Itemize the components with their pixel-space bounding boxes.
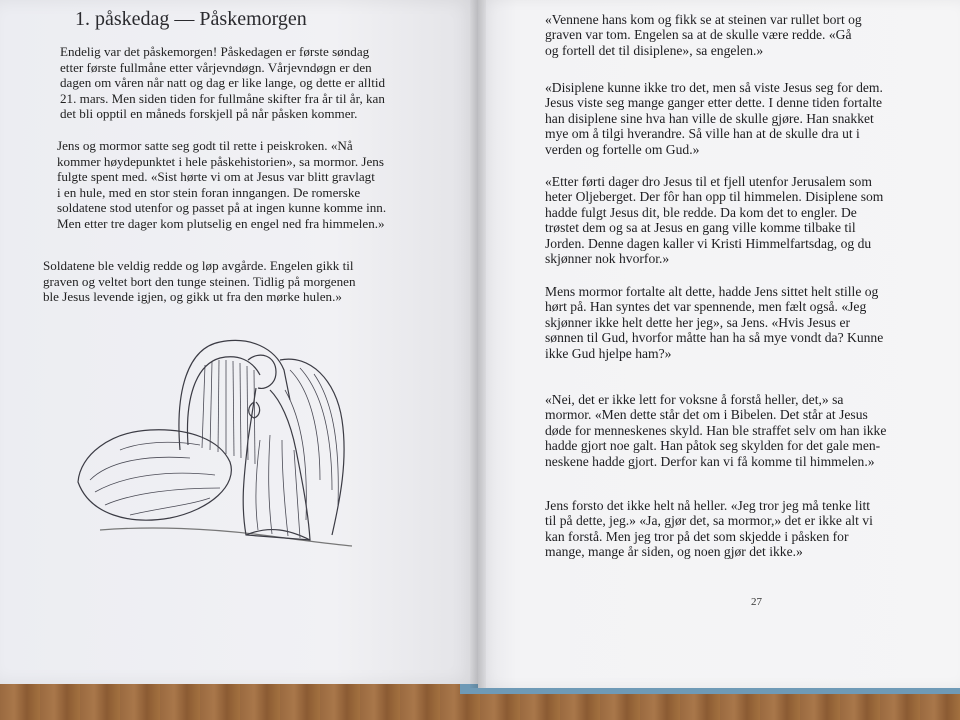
text-line: verden og fortelle om Gud.»: [545, 141, 700, 157]
right-paragraph-1: [545, 12, 862, 58]
right-paragraph-6: [545, 498, 873, 560]
left-page: [0, 0, 478, 684]
text-line: kan forstå. Men jeg tror på det som skjedde i påsken for: [545, 528, 849, 544]
text-line: hørt på. Han syntes det var spennende, men fælt også. «Jeg: [545, 299, 867, 315]
text-line: skjønner ikke helt dette her jeg», sa Jens. «Hvis Jesus er: [545, 314, 851, 330]
text-line: «Nei, det er ikke lett for voksne å forstå heller, det,» sa: [545, 392, 844, 407]
text-line: Jesus viste seg mange ganger etter dette. I denne tiden fortalte: [545, 95, 883, 111]
text-line: ikke Gud hjelpe ham?»: [545, 345, 672, 361]
text-line: «Etter førti dager dro Jesus til et fjell utenfor Jerusalem som: [545, 174, 872, 189]
text-line: han disiplene sine hva han ville de skulle gjøre. Han snakket: [545, 110, 874, 126]
text-line: graven og veltet bort den tunge steinen. Tidlig på morgenen: [43, 273, 356, 289]
left-paragraph-1: [60, 44, 385, 122]
text-line: det bli opptil en måneds forskjell på når påsken kommer.: [60, 106, 358, 122]
text-line: hadde gjort noe galt. Han påtok seg skylden for det gale men-: [545, 438, 881, 454]
text-line: mange, mange år siden, og noen gjør det ikke.»: [545, 544, 803, 560]
text-line: «Disiplene kunne ikke tro det, men så viste Jesus seg for dem.: [545, 80, 883, 95]
text-line: heter Oljeberget. Der fôr han opp til himmelen. Disiplene som: [545, 189, 884, 205]
book-gutter: [470, 0, 486, 688]
text-line: mye om å tilgi hverandre. Så ville han at de skulle dra ut i: [545, 126, 860, 142]
right-page: [478, 0, 960, 688]
text-line: døde for menneskenes skyld. Han ble straffet selv om han ikke: [545, 422, 887, 438]
text-line: Jens og mormor satte seg godt til rette i peiskroken. «Nå: [57, 138, 353, 153]
text-line: Mens mormor fortalte alt dette, hadde Jens sittet helt stille og: [545, 284, 879, 299]
text-line: til på dette, jeg.» «Ja, gjør det, sa mormor,» det er ikke alt vi: [545, 513, 873, 529]
text-line: skjønner nok hvorfor.»: [545, 251, 670, 267]
text-line: soldatene stod utenfor og passet på at ingen kunne komme inn.: [57, 200, 387, 216]
text-line: Men etter tre dager kom plutselig en engel ned fra himmelen.»: [57, 215, 385, 231]
right-paragraph-3: [545, 174, 883, 266]
page-number: 27: [751, 596, 762, 608]
text-line: i en hule, med en stor stein foran inngangen. De romerske: [57, 184, 361, 200]
text-line: «Vennene hans kom og fikk se at steinen var rullet bort og: [545, 12, 862, 27]
text-line: 21. mars. Men siden tiden for fullmåne skifter fra år til år, kan: [60, 90, 385, 106]
text-line: fulgte spent med. «Sist hørte vi om at Jesus var blitt gravlagt: [57, 169, 375, 185]
text-line: kommer høydepunktet i hele påskehistorien», sa mormor. Jens: [57, 153, 384, 169]
right-paragraph-5: [545, 392, 886, 469]
text-line: sønnen til Gud, hvorfor måtte han ha så mye vondt da? Kunne: [545, 330, 884, 346]
text-line: graven var tom. Engelen sa at de skulle være redde. «Gå: [545, 27, 852, 43]
chapter-heading: 1. påskedag — Påskemorgen: [75, 8, 307, 30]
text-line: hadde fulgt Jesus dit, ble redde. Da kom det to engler. De: [545, 204, 857, 220]
right-paragraph-4: [545, 284, 883, 361]
text-line: Jorden. Denne dagen kaller vi Kristi Himmelfartsdag, og du: [545, 235, 872, 251]
right-paragraph-2: [545, 80, 883, 157]
text-line: neskene hadde gjort. Derfor kan vi få komme til himmelen.»: [545, 453, 875, 469]
left-paragraph-2: [57, 138, 386, 232]
text-line: Soldatene ble veldig redde og løp avgårde. Engelen gikk til: [43, 258, 354, 273]
text-line: Jens forsto det ikke helt nå heller. «Jeg tror jeg må tenke litt: [545, 498, 871, 513]
text-line: ble Jesus levende igjen, og gikk ut fra den mørke hulen.»: [43, 289, 342, 305]
text-line: og fortell det til disiplene», sa engelen.»: [545, 42, 764, 58]
text-line: etter første fullmåne etter vårjevndøgn. Vårjevndøgn er den: [60, 59, 372, 75]
text-line: Endelig var det påskemorgen! Påskedagen er første søndag: [60, 44, 370, 59]
text-line: dagen om våren når natt og dag er like lange, og dette er alltid: [60, 75, 386, 91]
left-paragraph-3: [43, 258, 356, 305]
text-line: mormor. «Men dette står det om i Bibelen. Det står at Jesus: [545, 407, 868, 423]
angel-tomb-illustration: [70, 330, 360, 555]
text-line: trøstet dem og sa at Jesus en gang ville komme tilbake til: [545, 220, 856, 236]
